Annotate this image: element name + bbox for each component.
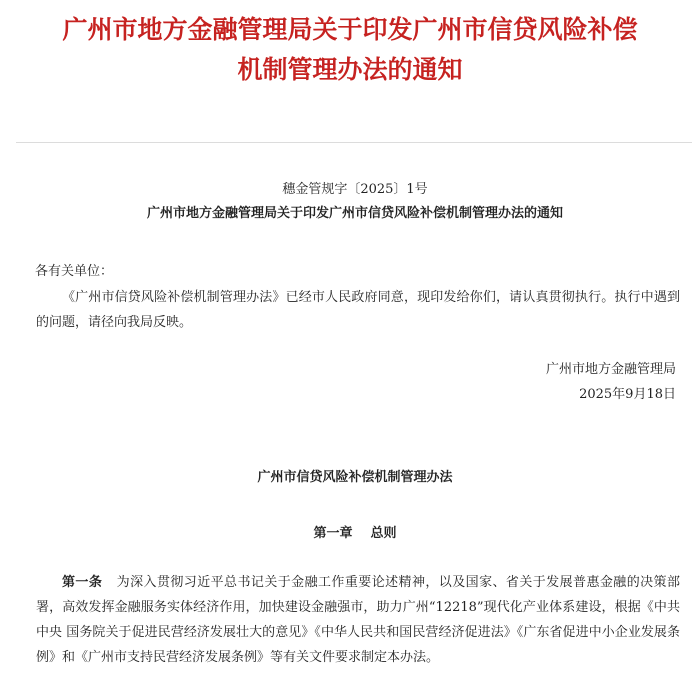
article-text: 为深入贯彻习近平总书记关于金融工作重要论述精神，以及国家、省关于发展普惠金融的决策部署，高效发挥金融服务实体经济作用，加快建设金融强市，助力广州“12218”现代化产业体系建设，根据《中共中央 国务院关于促进民营经济发展壮大的意见》《中华人民共和国民营经济促进法》《广东省促进中小企业发展条例》和《广州市支持民营经济发展条例》等有关文件要求制定本办法。 [36,575,680,665]
chapter-heading [0,524,700,544]
issuer-name: 广州市地方金融管理局 [545,362,676,377]
title-divider [16,142,692,143]
measures-title: 广州市信贷风险补偿机制管理办法 [257,470,453,485]
signature-block [546,357,676,407]
page-title-line-1: 广州市地方金融管理局关于印发广州市信贷风险补偿 [62,15,638,44]
issue-date: 2025年9月18日 [579,387,676,402]
notice-body-text: 《广州市信贷风险补偿机制管理办法》已经市人民政府同意，现印发给你们，请认真贯彻执行。执行中遇到的问题，请径向我局反映。 [36,290,680,330]
chapter-label: 第一章 [313,526,353,541]
notice-title: 广州市地方金融管理局关于印发广州市信贷风险补偿机制管理办法的通知 [146,206,563,221]
chapter-name: 总则 [370,526,397,541]
page-title [0,10,700,90]
article-label: 第一条 [62,575,103,590]
document-number: 穗金管规字〔2025〕1号 [282,182,428,197]
page-title-line-2: 机制管理办法的通知 [237,55,463,84]
salutation: 各有关单位： [35,264,114,279]
notice-body [36,285,680,335]
article-1-paragraph [36,570,680,670]
